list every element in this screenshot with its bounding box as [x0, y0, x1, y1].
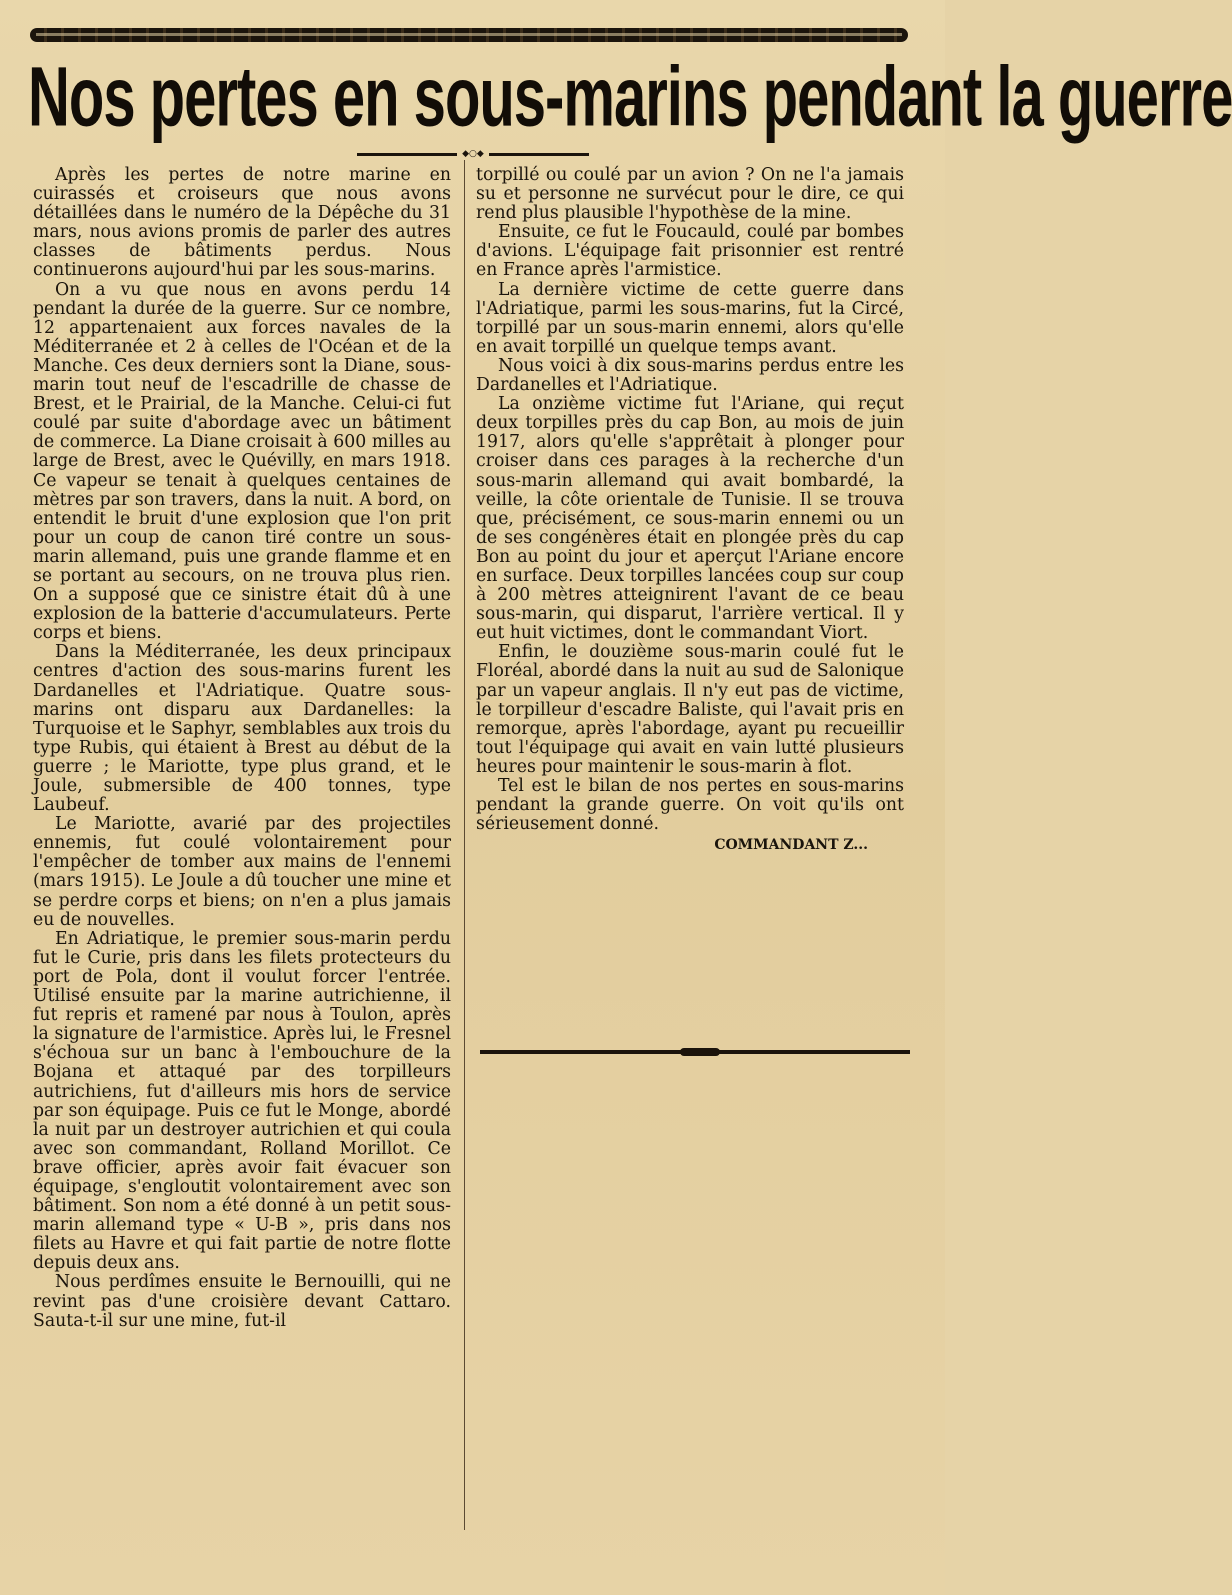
column-divider	[464, 160, 465, 1530]
paragraph: Enfin, le douzième sous-marin coulé fut le Floréal, abordé dans la nuit au sud de Salonique par un vapeur anglais. Il n'y eut pas de victime, le torpilleur d'escadre Baliste, qui l'avait pris en remorque, après l'abordage, ayant pu recueillir tout l'équipage qui avait en vain lutté plusieurs heures pour maintenir le sous-marin à flot.	[476, 642, 904, 777]
paragraph: Nous voici à dix sous-marins perdus entre les Dardanelles et l'Adriatique.	[476, 355, 904, 396]
paragraph: On a vu que nous en avons perdu 14 pendant la durée de la guerre. Sur ce nombre, 12 appartenaient aux forces navales de la Méditerranée et 2 à celles de l'Océan et de la Manche. Ces deux derniers sont la Diane, sous-marin tout neuf de l'escadrille de chasse de Brest, et le Prairial, de la Manche. Celui-ci fut coulé par suite d'abordage avec un bâtiment de commerce. La Diane croisait à 600 milles au large de Brest, avec le Quévilly, en mars 1918. Ce vapeur se tenait à quelques centaines de mètres par son travers, dans la nuit. A bord, on entendit le bruit d'une explosion que l'on prit pour un coup de canon tiré contre un sous-marin allemand, puis une grande flamme et en se portant au secours, on ne trouva plus rien. On a supposé que ce sinistre était dû à une explosion de la batterie d'accumulateurs. Perte corps et biens.	[33, 279, 451, 644]
paragraph: La onzième victime fut l'Ariane, qui reçut deux torpilles près du cap Bon, au mois de juin 1917, alors qu'elle s'apprêtait à plonger pour croiser dans ces parages à la recherche d'un sous-marin allemand qui avait bombardé, la veille, la côte orientale de Tunisie. Il se trouva que, précisément, ce sous-marin ennemi ou un de ses congénères était en plongée près du cap Bon au point du jour et aperçut l'Ariane encore en surface. Deux torpilles lancées coup sur coup à 200 mètres atteignirent l'avant de ce beau sous-marin, qui disparut, l'arrière vertical. Il y eut huit victimes, dont le commandant Viort.	[476, 394, 904, 644]
paragraph: Après les pertes de notre marine en cuirassés et croiseurs que nous avons détaillées dans le numéro de la Dépêche du 31 mars, nous avions promis de parler des autres classes de bâtiments perdus. Nous continuerons aujourd'hui par les sous-marins.	[33, 165, 451, 281]
paragraph: Dans la Méditerranée, les deux principaux centres d'action des sous-marins furent les Dardanelles et l'Adriatique. Quatre sous-marins ont disparu aux Dardanelles: la Turquoise et le Saphyr, semblables aux trois du type Rubis, qui étaient à Brest au début de la guerre ; le Mariotte, type plus grand, et le Joule, submersible de 400 tonnes, type Laubeuf.	[33, 642, 451, 816]
paragraph: Le Mariotte, avarié par des projectiles ennemis, fut coulé volontairement pour l'empêcher de tomber aux mains de l'ennemi (mars 1915). Le Joule a dû toucher une mine et se perdre corps et biens; on n'en a plus jamais eu de nouvelles.	[33, 814, 451, 930]
article-end-rule	[480, 1050, 910, 1054]
paragraph: torpillé ou coulé par un avion ? On ne l'a jamais su et personne ne survécut pour le dire, ce qui rend plus plausible l'hypothèse de la mine.	[476, 165, 904, 224]
article-headline: Nos pertes en sous-marins pendant la guerre	[28, 50, 1232, 145]
paragraph: La dernière victime de cette guerre dans l'Adriatique, parmi les sous-marins, fut la Circé, torpillé par un sous-marin ennemi, alors qu'elle en avait torpillé un quelque temps avant.	[476, 279, 904, 357]
paragraph: Tel est le bilan de nos pertes en sous-marins pendant la grande guerre. On voit qu'ils ont sérieusement donné.	[476, 776, 904, 835]
right-column	[476, 166, 904, 1046]
left-column	[33, 166, 451, 1526]
headline-ornament: ◆○◆	[357, 150, 589, 158]
author-signature: COMMANDANT Z...	[714, 837, 868, 854]
paragraph: Ensuite, ce fut le Foucauld, coulé par bombes d'avions. L'équipage fait prisonnier est rentré en France après l'armistice.	[476, 222, 904, 281]
paragraph: En Adriatique, le premier sous-marin perdu fut le Curie, pris dans les filets protecteurs du port de Pola, dont il voulut forcer l'entrée. Utilisé ensuite par la marine autrichienne, il fut repris et ramené par nous à Toulon, après la signature de l'armistice. Après lui, le Fresnel s'échoua sur un banc à l'embouchure de la Bojana et attaqué par des torpilleurs autrichiens, fut d'ailleurs mis hors de service par son équipage. Puis ce fut le Monge, abordé la nuit par un destroyer autrichien et qui coula avec son commandant, Rolland Morillot. Ce brave officier, après avoir fait évacuer son équipage, s'engloutit volontairement avec son bâtiment. Son nom a été donné à un petit sous-marin allemand type « U-B », pris dans nos filets au Havre et qui fait partie de notre flotte depuis deux ans.	[33, 928, 451, 1274]
paragraph: Nous perdîmes ensuite le Bernouilli, qui ne revint pas d'une croisière devant Cattaro. Sauta-t-il sur une mine, fut-il	[33, 1272, 451, 1331]
